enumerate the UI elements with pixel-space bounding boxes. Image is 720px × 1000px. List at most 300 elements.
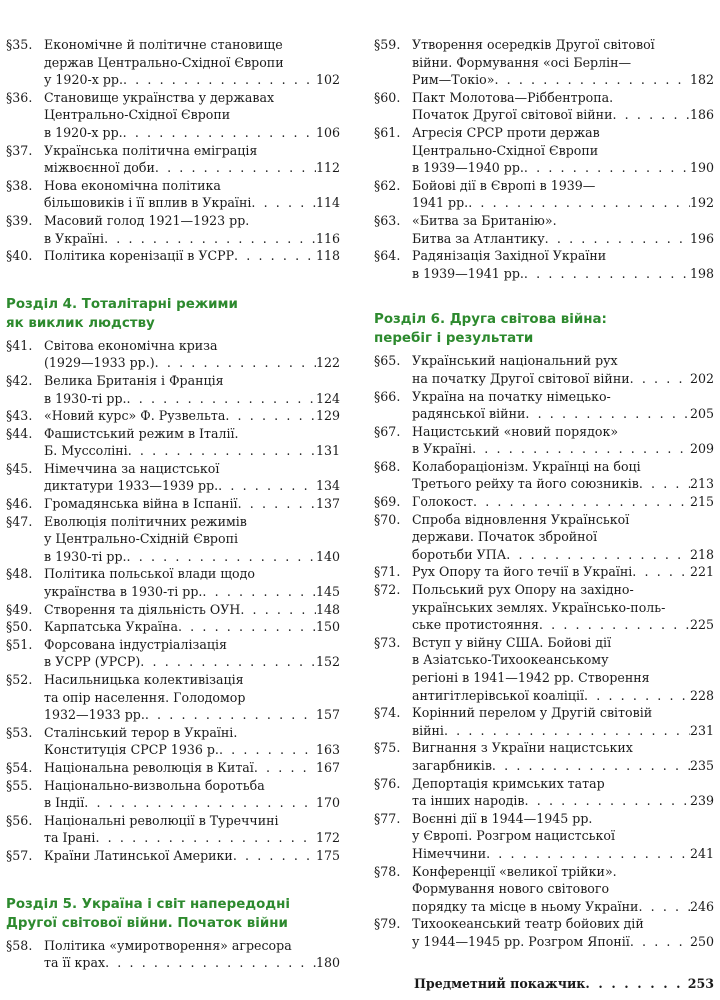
- title-line: Форсована індустріалізація: [44, 636, 227, 652]
- section-number: §72.: [374, 582, 401, 598]
- dot-leader: [584, 687, 690, 705]
- title-line: [412, 230, 714, 248]
- dot-leader: [472, 440, 690, 458]
- dot-leader: [178, 618, 316, 636]
- title-line: [44, 601, 340, 619]
- toc-entry[interactable]: [374, 212, 714, 247]
- title-line: [412, 194, 714, 212]
- section-title: Розділ 4. Тоталітарні режими як виклик людству: [6, 296, 238, 331]
- title-line-text: в Індії: [44, 795, 85, 811]
- toc-entry[interactable]: [6, 36, 340, 89]
- section-number: §51.: [6, 636, 33, 652]
- title-line: [412, 493, 714, 511]
- toc-entry[interactable]: [374, 739, 714, 774]
- entry-title: [44, 36, 340, 89]
- dot-leader: [632, 563, 690, 581]
- entry-title: [44, 618, 340, 636]
- toc-entry[interactable]: [6, 601, 340, 619]
- title-line-text: Початок Другої світової війни: [412, 107, 613, 123]
- section-number: §50.: [6, 619, 33, 635]
- title-line-text: радянської війни: [412, 406, 526, 422]
- title-line-text: 1932—1933 рр.: [44, 707, 145, 723]
- dot-leader: [128, 442, 316, 460]
- section-number: §68.: [374, 458, 401, 474]
- dot-leader: [127, 548, 316, 566]
- dot-leader: [84, 794, 316, 812]
- toc-entry[interactable]: [6, 618, 340, 636]
- title-line: [44, 354, 340, 372]
- entry-title: [412, 423, 714, 458]
- dot-leader: [524, 159, 690, 177]
- title-line: [44, 442, 340, 460]
- dot-leader: [638, 898, 690, 916]
- toc-entry[interactable]: [374, 352, 714, 387]
- title-line: Політика «умиротворення» агресора: [44, 937, 292, 953]
- page-number: 221: [689, 564, 714, 580]
- title-line-text: боротьби УПА: [412, 546, 507, 562]
- page-number: 148: [315, 601, 340, 617]
- title-line: [44, 618, 340, 636]
- entry-title: [44, 425, 340, 460]
- page-number: 116: [315, 230, 340, 246]
- toc-entry[interactable]: [6, 513, 340, 566]
- title-line: [412, 405, 714, 423]
- dot-leader: [486, 845, 690, 863]
- toc-entry[interactable]: [6, 937, 340, 972]
- entry-title: [44, 89, 340, 142]
- title-line: Світова економічна криза: [44, 337, 218, 353]
- title-line-text: та її крах: [44, 955, 106, 971]
- dot-leader: [140, 653, 316, 671]
- title-line-text: у 1920-х рр.: [44, 72, 123, 88]
- title-line: Український національний рух: [412, 353, 618, 369]
- section-number: §52.: [6, 672, 33, 687]
- title-line: Колабораціонізм. Українці на боці: [412, 458, 641, 474]
- subject-index-page: 253: [687, 975, 714, 991]
- dot-leader: [585, 975, 687, 993]
- section-number: §74.: [374, 705, 401, 721]
- page-number: 182: [689, 72, 714, 88]
- entry-title: [412, 493, 714, 511]
- page-number: 190: [689, 160, 714, 176]
- toc-entry[interactable]: [6, 460, 340, 495]
- page-number: 239: [689, 793, 714, 809]
- title-line: Радянізація Західної України: [412, 248, 607, 264]
- title-line-text: в 1930-ті рр.: [44, 390, 127, 406]
- toc-entry[interactable]: [374, 915, 714, 950]
- title-line: Воєнні дії в 1944—1945 рр.: [412, 810, 593, 826]
- title-line-text: Рим—Токіо»: [412, 72, 495, 88]
- entry-title: [44, 671, 340, 724]
- entry-title: [412, 810, 714, 863]
- title-line-text: в 1930-ті рр.: [44, 548, 127, 564]
- title-line: Формування нового світового: [412, 881, 610, 897]
- toc-entry[interactable]: [374, 863, 714, 916]
- title-line-text: Битва за Атлантику: [412, 230, 545, 246]
- toc-entry[interactable]: [6, 372, 340, 407]
- toc-entry[interactable]: [6, 177, 340, 212]
- entry-title: [412, 388, 714, 423]
- dot-leader: [202, 583, 316, 601]
- title-line: регіоні в 1941—1942 рр. Створення: [412, 670, 650, 685]
- title-line: держави. Початок збройної: [412, 529, 598, 545]
- page-number: 152: [315, 654, 340, 670]
- page-number: 198: [689, 265, 714, 281]
- section-number: §56.: [6, 812, 33, 828]
- toc-entry[interactable]: [374, 177, 714, 212]
- dot-leader: [233, 847, 316, 865]
- title-line: [44, 407, 340, 425]
- title-line: [44, 230, 340, 248]
- entry-title: [44, 847, 340, 865]
- section-number: §46.: [6, 496, 33, 512]
- page-number: 218: [689, 546, 714, 562]
- section-number: §76.: [374, 775, 401, 791]
- entry-title: [44, 636, 340, 671]
- entry-title: [44, 372, 340, 407]
- title-line: [44, 583, 340, 601]
- title-line: Вступ у війну США. Бойові дії: [412, 634, 612, 650]
- section-number: §44.: [6, 425, 33, 441]
- toc-entry[interactable]: [6, 425, 340, 460]
- page-number: 137: [315, 496, 340, 512]
- entry-title: [44, 337, 340, 372]
- dot-leader: [240, 601, 316, 619]
- toc-entry[interactable]: [374, 704, 714, 739]
- dot-leader: [219, 741, 316, 759]
- section-number: §40.: [6, 248, 33, 264]
- title-line: у Європі. Розгром нацистської: [412, 828, 615, 844]
- section-number: §53.: [6, 724, 33, 740]
- section-number: §49.: [6, 601, 33, 617]
- title-line: Економічне й політичне становище: [44, 37, 283, 52]
- dot-leader: [238, 495, 316, 513]
- dot-leader: [225, 407, 316, 425]
- section-number: §67.: [374, 423, 401, 439]
- entry-title: [44, 759, 340, 777]
- page-number: 131: [315, 443, 340, 459]
- title-line: [44, 794, 340, 812]
- title-line-text: у 1944—1945 рр. Розгром Японії: [412, 933, 630, 949]
- entry-title: [412, 352, 714, 387]
- toc-entry[interactable]: [374, 511, 714, 564]
- dot-leader: [444, 722, 690, 740]
- section-number: §58.: [6, 937, 33, 953]
- page-number: 134: [315, 478, 340, 494]
- toc-entry[interactable]: [6, 142, 340, 177]
- title-line: [412, 687, 714, 705]
- entry-title: [44, 142, 340, 177]
- entry-title: [412, 89, 714, 124]
- title-line: [44, 194, 340, 212]
- section-title: Розділ 6. Друга світова війна: перебіг і результати: [374, 312, 607, 347]
- page-number: 196: [689, 230, 714, 246]
- toc-entry[interactable]: [374, 634, 714, 704]
- title-line: [44, 124, 340, 142]
- entry-title: [412, 775, 714, 810]
- title-line-text: українства в 1930-ті рр.: [44, 584, 203, 600]
- title-line-text: більшовиків і її вплив в Україні: [44, 195, 252, 211]
- title-line-text: антигітлерівської коаліції: [412, 687, 585, 703]
- section-title: Розділ 5. Україна і світ напередодні Другої світової війни. Початок війни: [6, 896, 290, 931]
- title-line: [44, 495, 340, 513]
- title-line: українських землях. Українсько-поль-: [412, 599, 666, 615]
- title-line: [412, 933, 714, 951]
- title-line: держав Центрально-Східної Європи: [44, 54, 284, 70]
- toc-entry[interactable]: [6, 337, 340, 372]
- title-line: [412, 106, 714, 124]
- section-number: §59.: [374, 37, 401, 52]
- entry-title: [412, 212, 714, 247]
- section-number: §69.: [374, 494, 401, 510]
- toc-entry[interactable]: [374, 89, 714, 124]
- page-number: 192: [689, 195, 714, 211]
- title-line: Польський рух Опору на західно-: [412, 582, 634, 598]
- title-line: Масовий голод 1921—1923 рр.: [44, 212, 250, 228]
- entry-title: [412, 863, 714, 916]
- title-line: [44, 653, 340, 671]
- title-line: Депортація кримських татар: [412, 775, 605, 791]
- toc-entry[interactable]: [6, 812, 340, 847]
- page-number: 231: [689, 722, 714, 738]
- title-line-text: Голокост: [412, 494, 473, 510]
- title-line-text: в 1939—1941 рр.: [412, 265, 524, 281]
- title-line: Національні революції в Туреччині: [44, 812, 279, 828]
- page-number: 112: [315, 160, 340, 176]
- title-line-text: Б. Муссоліні: [44, 443, 128, 459]
- title-line-text: війні: [412, 722, 444, 738]
- page-number: 106: [315, 124, 340, 140]
- toc-entry[interactable]: [374, 124, 714, 177]
- dot-leader: [155, 159, 316, 177]
- title-line-text: Третього рейху та його союзників: [412, 476, 639, 492]
- page-number: 140: [315, 548, 340, 564]
- dot-leader: [545, 230, 690, 248]
- toc-entry[interactable]: [6, 777, 340, 812]
- title-line: та опір населення. Голодомор: [44, 689, 246, 705]
- toc-right-column: [374, 0, 714, 992]
- entry-title: [44, 212, 340, 247]
- entry-title: [412, 634, 714, 704]
- toc-entry[interactable]: [374, 563, 714, 581]
- toc-entry[interactable]: [374, 423, 714, 458]
- page-number: 209: [689, 441, 714, 457]
- title-line: Становище українства у державах: [44, 89, 275, 105]
- title-line: Центрально-Східної Європи: [44, 107, 231, 123]
- title-line: Агресія СРСР проти держав: [412, 124, 600, 140]
- title-line: у Центрально-Східній Європі: [44, 531, 238, 547]
- page-number: 225: [689, 617, 714, 633]
- title-line-text: в 1920-х рр.: [44, 124, 123, 140]
- title-line-text: Створення та діяльність ОУН: [44, 601, 241, 617]
- page-number: 122: [315, 355, 340, 371]
- title-line: [412, 722, 714, 740]
- dot-leader: [104, 230, 316, 248]
- section-number: §54.: [6, 759, 33, 775]
- page-number: 180: [315, 955, 340, 971]
- title-line: [44, 954, 340, 972]
- page-number: 175: [315, 847, 340, 863]
- toc-entry[interactable]: [6, 636, 340, 671]
- toc-entry[interactable]: [374, 388, 714, 423]
- title-line: Тихоокеанський театр бойових дій: [412, 916, 644, 932]
- title-line-text: Конституція СРСР 1936 р.: [44, 742, 219, 758]
- dot-leader: [506, 546, 690, 564]
- title-line-text: в 1939—1940 рр.: [412, 160, 524, 176]
- title-line: [44, 390, 340, 408]
- dot-leader: [494, 71, 690, 89]
- page-number: 102: [315, 72, 340, 88]
- title-line: [412, 792, 714, 810]
- title-line: [412, 845, 714, 863]
- title-line: [412, 370, 714, 388]
- toc-entry[interactable]: [6, 212, 340, 247]
- title-line: [412, 475, 714, 493]
- toc-entry[interactable]: [374, 775, 714, 810]
- entry-title: [412, 704, 714, 739]
- section-number: §43.: [6, 408, 33, 424]
- title-line: Національно-визвольна боротьба: [44, 777, 265, 793]
- title-line-text: Рух Опору та його течії в Україні: [412, 564, 633, 580]
- toc-entry[interactable]: [374, 581, 714, 634]
- toc-entry[interactable]: [374, 493, 714, 511]
- toc-entry[interactable]: [6, 759, 340, 777]
- title-line-text: ське протистояння: [412, 617, 539, 633]
- toc-entry[interactable]: [374, 458, 714, 493]
- entry-title: [44, 513, 340, 566]
- entry-title: [412, 581, 714, 634]
- title-line: Велика Британія і Франція: [44, 372, 224, 388]
- toc-entry[interactable]: [374, 36, 714, 89]
- dot-leader: [145, 706, 316, 724]
- page-number: 124: [315, 390, 340, 406]
- title-line: війни. Формування «осі Берлін—: [412, 54, 632, 70]
- toc-entry[interactable]: [374, 810, 714, 863]
- title-line: Вигнання з України нацистських: [412, 740, 633, 756]
- toc-left-column: [6, 0, 340, 972]
- entry-title: [44, 812, 340, 847]
- entry-title: [44, 247, 340, 265]
- entry-title: [44, 937, 340, 972]
- title-line: Корінний перелом у Другій світовій: [412, 705, 653, 721]
- page-number: 129: [315, 408, 340, 424]
- title-line-text: 1941 рр.: [412, 195, 469, 211]
- title-line-text: Національна революція в Китаї: [44, 759, 254, 775]
- section-number: §61.: [374, 124, 401, 140]
- section-number: §37.: [6, 142, 33, 158]
- entry-title: [44, 724, 340, 759]
- title-line: Центрально-Східної Європи: [412, 142, 599, 158]
- section-number: §35.: [6, 37, 33, 52]
- page-number: 235: [689, 757, 714, 773]
- dot-leader: [218, 477, 316, 495]
- page-number: 241: [689, 845, 714, 861]
- dot-leader: [155, 354, 316, 372]
- title-line: [44, 247, 340, 265]
- toc-entry[interactable]: [6, 847, 340, 865]
- dot-leader: [468, 194, 690, 212]
- entry-title: [44, 777, 340, 812]
- entry-title: [412, 247, 714, 282]
- title-line-text: та Ірані: [44, 830, 96, 846]
- title-line: [412, 546, 714, 564]
- title-line: [412, 71, 714, 89]
- section-number: §75.: [374, 740, 401, 756]
- title-line: [44, 829, 340, 847]
- entry-title: [44, 495, 340, 513]
- title-line: [44, 759, 340, 777]
- title-line: [44, 159, 340, 177]
- dot-leader: [473, 493, 690, 511]
- entry-title: [412, 458, 714, 493]
- toc-entry[interactable]: [6, 724, 340, 759]
- toc-entry[interactable]: [6, 495, 340, 513]
- dot-leader: [123, 71, 316, 89]
- title-line-text: Політика коренізації в УСРР: [44, 248, 235, 264]
- section-number: §64.: [374, 248, 401, 264]
- toc-entry[interactable]: [6, 89, 340, 142]
- title-line: Еволюція політичних режимів: [44, 513, 247, 529]
- section-number: §42.: [6, 372, 33, 388]
- subject-index-label: Предметний покажчик: [414, 975, 586, 991]
- entry-title: [412, 124, 714, 177]
- section-number: §47.: [6, 513, 33, 529]
- section-number: §71.: [374, 564, 401, 580]
- title-line: Конференції «великої трійки».: [412, 863, 617, 879]
- entry-title: [44, 407, 340, 425]
- section-number: §45.: [6, 460, 33, 476]
- page-number: 215: [689, 494, 714, 510]
- title-line: Спроба відновлення Української: [412, 511, 630, 527]
- title-line-text: (1929—1933 рр.): [44, 355, 155, 371]
- toc-entry[interactable]: [374, 247, 714, 282]
- dot-leader: [123, 124, 316, 142]
- title-line: Нацистський «новий порядок»: [412, 423, 619, 439]
- section-number: §73.: [374, 634, 401, 650]
- title-line-text: «Новий курс» Ф. Рузвельта: [44, 408, 226, 424]
- title-line: [412, 265, 714, 283]
- dot-leader: [251, 194, 316, 212]
- section-number: §39.: [6, 212, 33, 228]
- section-number: §66.: [374, 388, 401, 404]
- section-number: §62.: [374, 177, 401, 193]
- section-number: §78.: [374, 863, 401, 879]
- title-line: [412, 159, 714, 177]
- toc-entry[interactable]: [6, 407, 340, 425]
- entry-title: [412, 36, 714, 89]
- title-line-text: міжвоєнної доби: [44, 160, 155, 176]
- page-number: 170: [315, 795, 340, 811]
- toc-entry[interactable]: [6, 247, 340, 265]
- dot-leader: [539, 616, 690, 634]
- title-line: [412, 440, 714, 458]
- subject-index-entry[interactable]: [374, 975, 714, 993]
- toc-entry[interactable]: [6, 565, 340, 600]
- toc-entry[interactable]: [6, 671, 340, 724]
- title-line: [412, 898, 714, 916]
- section-number: §63.: [374, 212, 401, 228]
- entry-title: [44, 601, 340, 619]
- page-number: 205: [689, 406, 714, 422]
- title-line-text: Карпатська Україна: [44, 619, 178, 635]
- title-line-text: в Україні: [44, 230, 105, 246]
- entry-title: [412, 177, 714, 212]
- dot-leader: [492, 757, 690, 775]
- section-number: §38.: [6, 177, 33, 193]
- title-line-text: Країни Латинської Америки: [44, 847, 233, 863]
- page-number: 202: [689, 370, 714, 386]
- page-number: 246: [689, 898, 714, 914]
